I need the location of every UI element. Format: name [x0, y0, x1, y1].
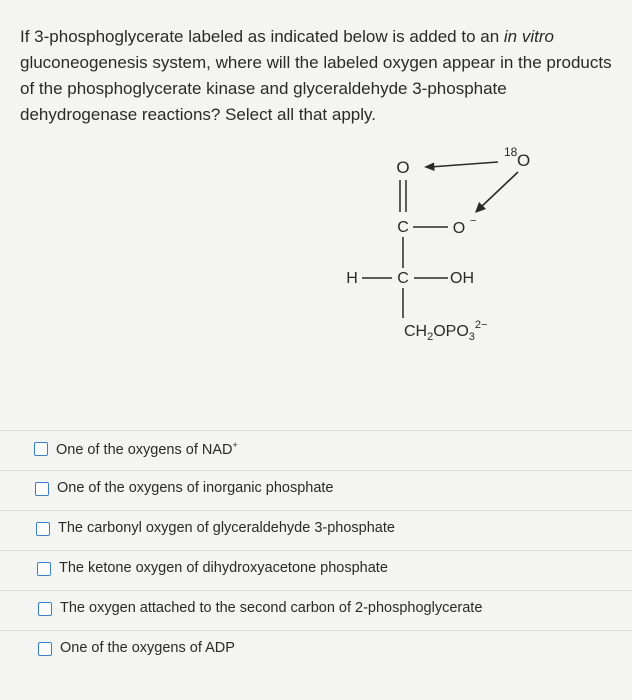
option-dhap-ketone[interactable] — [0, 550, 632, 590]
minus-charge: − — [470, 215, 477, 227]
option-label: The carbonyl oxygen of glyceraldehyde 3-phosphate — [58, 520, 395, 536]
option-label: One of the oxygens of NAD+ — [56, 440, 238, 458]
option-label: The ketone oxygen of dihydroxyacetone phosphate — [59, 560, 388, 576]
arrow-to-carbonyl-line — [430, 162, 498, 167]
option-2pg-oxygen[interactable] — [0, 590, 632, 630]
question-italic: in vitro — [503, 27, 554, 46]
option-inorganic-phosphate[interactable] — [0, 470, 632, 510]
group-ch2opo3: $CH_2OPO_3^{2-}$ — [404, 319, 488, 343]
structure-svg — [330, 140, 570, 350]
checkbox-nad[interactable] — [34, 442, 48, 456]
isotope-element: O — [517, 151, 531, 170]
chemical-structure — [330, 140, 570, 350]
answer-options — [0, 430, 632, 670]
atom-c1: C — [397, 219, 409, 236]
atom-h: H — [346, 270, 358, 287]
option-nad[interactable] — [0, 430, 632, 470]
checkbox-inorganic-phosphate[interactable] — [35, 482, 49, 496]
checkbox-adp[interactable] — [38, 642, 52, 656]
arrow-to-carbonyl-head — [424, 163, 435, 172]
question-text — [20, 24, 620, 128]
question-part2: gluconeogenesis system, where will the labeled oxygen appear in the products of the phosphoglycerate kinase and glyceraldehyde 3-phosphate dehydrogenase reactions? Select all that apply. — [20, 53, 612, 124]
atom-o-minus: O — [452, 220, 466, 237]
checkbox-gap-carbonyl[interactable] — [36, 522, 50, 536]
arrow-to-ominus-line — [480, 172, 518, 208]
group-oh: OH — [450, 270, 474, 287]
checkbox-2pg-oxygen[interactable] — [38, 602, 52, 616]
isotope-mass: 18 — [504, 145, 518, 159]
option-adp[interactable] — [0, 630, 632, 670]
option-label: One of the oxygens of inorganic phosphate — [57, 480, 334, 496]
atom-o-top: O — [396, 158, 410, 177]
option-label: One of the oxygens of ADP — [60, 640, 235, 656]
option-gap-carbonyl[interactable] — [0, 510, 632, 550]
question-part1: If 3-phosphoglycerate labeled as indicated below is added to an — [20, 27, 504, 46]
checkbox-dhap-ketone[interactable] — [37, 562, 51, 576]
atom-c2: C — [397, 270, 409, 287]
option-label: The oxygen attached to the second carbon of 2-phosphoglycerate — [60, 600, 483, 616]
